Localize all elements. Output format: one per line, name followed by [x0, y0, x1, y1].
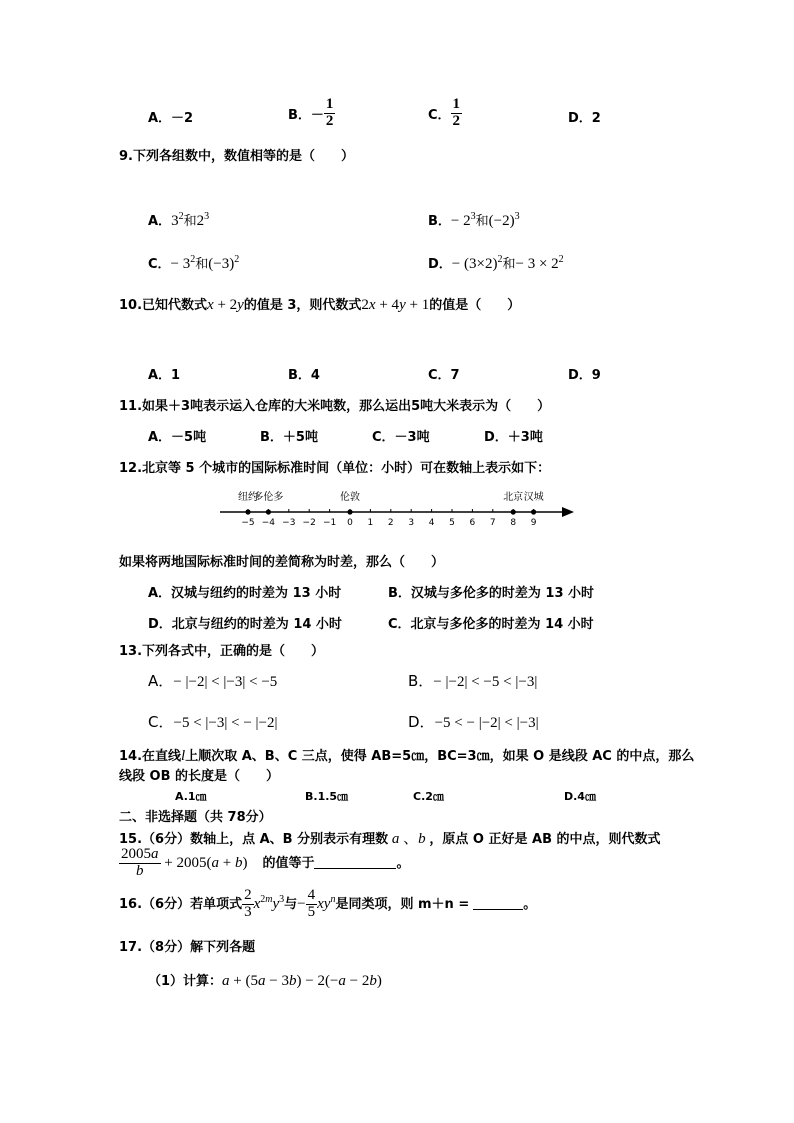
q12-option-c: C．北京与多伦多的时差为 14 小时: [388, 617, 594, 632]
q8-option-c: [428, 97, 462, 130]
q14-option-a: A.1㎝: [175, 790, 207, 803]
q10-stem: 10.已知代数式x + 2y的值是 3，则代数式2x + 4y + 1的值是（ ）: [119, 297, 521, 313]
q8-option-a: A．－2: [148, 111, 194, 126]
stem-part: 上顺次取 A、B、C 三点，使得 AB=5㎝，BC=3㎝，如果 O 是线段 AC 的中点，那么: [185, 749, 695, 764]
q13-option-a: A．− |−2| < |−3| < −5: [148, 672, 278, 690]
option-label: A．: [148, 672, 174, 690]
city-point: [266, 509, 271, 514]
stem-part: 。: [523, 896, 537, 912]
stem-part: 的值是 3，则代数式: [243, 298, 362, 313]
q12-stem: 12.北京等 5 个城市的国际标准时间（单位：小时）可在数轴上表示如下：: [119, 461, 551, 476]
q16-fraction-1: $\frac{2}{3}$: [244, 887, 252, 920]
axis-tick-label: 3: [408, 518, 415, 528]
stem-part: 与: [284, 896, 298, 912]
axis-tick-label: 4: [428, 518, 435, 528]
axis-tick-label: 7: [489, 518, 496, 528]
q10-option-c: C．7: [428, 368, 460, 383]
city-label: 伦敦: [340, 492, 360, 503]
conjunction: 和: [183, 214, 197, 229]
q11-option-c: C．－3吨: [372, 430, 430, 445]
q13-stem: 13.下列各式中，正确的是（ ）: [119, 644, 325, 659]
axis-arrow: [562, 507, 574, 517]
city-label: 纽约: [238, 492, 258, 503]
q9-option-c: C．− $3^2$和$(-3)^2$: [148, 254, 240, 272]
option-label: C．: [148, 713, 174, 731]
axis-tick-label: 8: [510, 518, 517, 528]
answer-blank[interactable]: [314, 868, 396, 869]
axis-tick-label: 6: [469, 518, 476, 528]
city-point: [531, 509, 536, 514]
option-label: D．: [428, 257, 452, 272]
option-label: B．: [428, 214, 451, 229]
section-title: 二、非选择题（共 78分）: [119, 810, 272, 825]
q14-stem-line2: 线段 OB 的长度是（ ）: [119, 769, 280, 784]
stem-part: 16.（6分）若单项式: [119, 896, 243, 912]
stem-part: 15.（6分）数轴上，点 A、B 分别表示有理数: [119, 832, 389, 847]
stem-part: 14.在直线: [119, 749, 182, 764]
stem-part: 的值等于: [262, 855, 315, 871]
q10-option-a: A．1: [148, 368, 181, 383]
q17-part1: （1）计算：a + (5a − 3b) − 2(−a − 2b): [148, 973, 382, 989]
q9-stem: 9.下列各组数中，数值相等的是（ ）: [119, 149, 354, 164]
q8-option-d: D．2: [568, 111, 601, 126]
city-label: 多伦多: [253, 492, 284, 503]
q11-stem: 11.如果＋3吨表示运入仓库的大米吨数，那么运出5吨大米表示为（ ）: [119, 399, 551, 414]
axis-tick-label: 9: [530, 518, 537, 528]
conjunction: 和: [475, 214, 489, 229]
q9-option-b: B．− $2^3$和$(-2)^3$: [428, 211, 520, 229]
q15-stem-line2: $\frac{2005a}{b}$ + 2005(a + b) 的值等于 。: [121, 846, 410, 879]
q13-option-b: B．− |−2| < −5 < |−3|: [408, 672, 538, 690]
axis-tick-label: −3: [282, 518, 296, 528]
q12-number-line: [210, 486, 590, 530]
option-label: A．: [148, 214, 172, 229]
axis-tick-label: 1: [367, 518, 374, 528]
axis-tick-label: −4: [261, 518, 276, 528]
axis-tick-label: 2: [387, 518, 394, 528]
q12-followup: 如果将两地国际标准时间的差简称为时差，那么（ ）: [119, 555, 445, 570]
part-label: （1）计算：: [148, 974, 223, 989]
q15-fraction: $\frac{2005a}{b}$: [121, 846, 159, 879]
q12-option-a: A．汉城与纽约的时差为 13 小时: [148, 586, 342, 601]
q10-option-d: D．9: [568, 368, 601, 383]
city-point: [347, 509, 352, 514]
city-label: 汉城: [523, 492, 544, 503]
q8-option-b-fraction: [324, 97, 336, 130]
q13-option-d: D．−5 < − |−2| < |−3|: [408, 713, 539, 731]
q8-option-b: [288, 97, 335, 130]
axis-tick-label: 5: [449, 518, 455, 528]
q11-option-d: D．＋3吨: [484, 430, 543, 445]
q8-option-c-fraction: [451, 97, 463, 130]
q14-option-c: C.2㎝: [413, 790, 444, 803]
q16-stem: 16.（6分）若单项式 $\frac{2}{3}$ $x^{2m}y^3$与− $\frac{4}{5}$ $xy^n$是同类项，则 m＋n = 。: [119, 887, 537, 920]
stem-part: 10.已知代数式: [119, 298, 208, 313]
axis-tick-label: −1: [322, 518, 337, 528]
q15-stem-line1: 15.（6分）数轴上，点 A、B 分别表示有理数 a 、b ，原点 O 正好是 AB 的中点，则代数式: [119, 831, 661, 847]
axis-tick-labels: [241, 518, 536, 528]
fraction-denominator: 2: [325, 112, 334, 129]
axis-tick-label: 0: [347, 518, 353, 528]
q10-option-b: B．4: [288, 368, 320, 383]
fraction-numerator: 1: [452, 96, 461, 112]
conjunction: 和: [502, 257, 516, 272]
q17-stem: 17.（8分）解下列各题: [119, 940, 256, 955]
answer-blank[interactable]: [473, 909, 523, 910]
axis-tick-label: −5: [241, 518, 255, 528]
option-label: B．: [408, 672, 434, 690]
q14-option-d: D.4㎝: [564, 790, 596, 803]
stem-part: 是同类项，则 m＋n =: [335, 896, 470, 912]
stem-part: ，原点 O 正好是 AB 的中点，则代数式: [429, 832, 661, 847]
city-point: [511, 509, 516, 514]
fraction-numerator: 1: [325, 96, 334, 112]
city-label: 北京: [503, 492, 524, 503]
q14-option-b: B.1.5㎝: [305, 790, 349, 803]
q12-option-b: B．汉城与多伦多的时差为 13 小时: [388, 586, 595, 601]
stem-part: 的值是（ ）: [429, 298, 521, 313]
option-label: C．: [148, 257, 171, 272]
conjunction: 和: [195, 257, 209, 272]
q16-fraction-2: $\frac{4}{5}$: [307, 887, 316, 920]
q8-option-b-prefix: B．－: [288, 107, 324, 123]
q8-option-c-prefix: C．: [428, 107, 451, 123]
stem-part: 。: [396, 855, 410, 871]
city-point: [245, 509, 250, 514]
q14-stem-line1: 14.在直线l上顺次取 A、B、C 三点，使得 AB=5㎝，BC=3㎝，如果 O 是线段 AC 的中点，那么: [119, 748, 695, 764]
q11-option-a: A．－5吨: [148, 430, 207, 445]
axis-tick-label: −2: [302, 518, 316, 528]
q9-option-d: D．− $(3\times 2)^2$和− $3 \times 2^2$: [428, 254, 564, 272]
q11-option-b: B．＋5吨: [260, 430, 318, 445]
q12-option-d: D．北京与纽约的时差为 14 小时: [148, 617, 342, 632]
q13-option-c: C．−5 < |−3| < − |−2|: [148, 713, 278, 731]
fraction-denominator: 2: [452, 112, 461, 129]
option-label: D．: [408, 713, 435, 731]
q9-option-a: A．$3^2$和$2^3$: [148, 211, 210, 229]
